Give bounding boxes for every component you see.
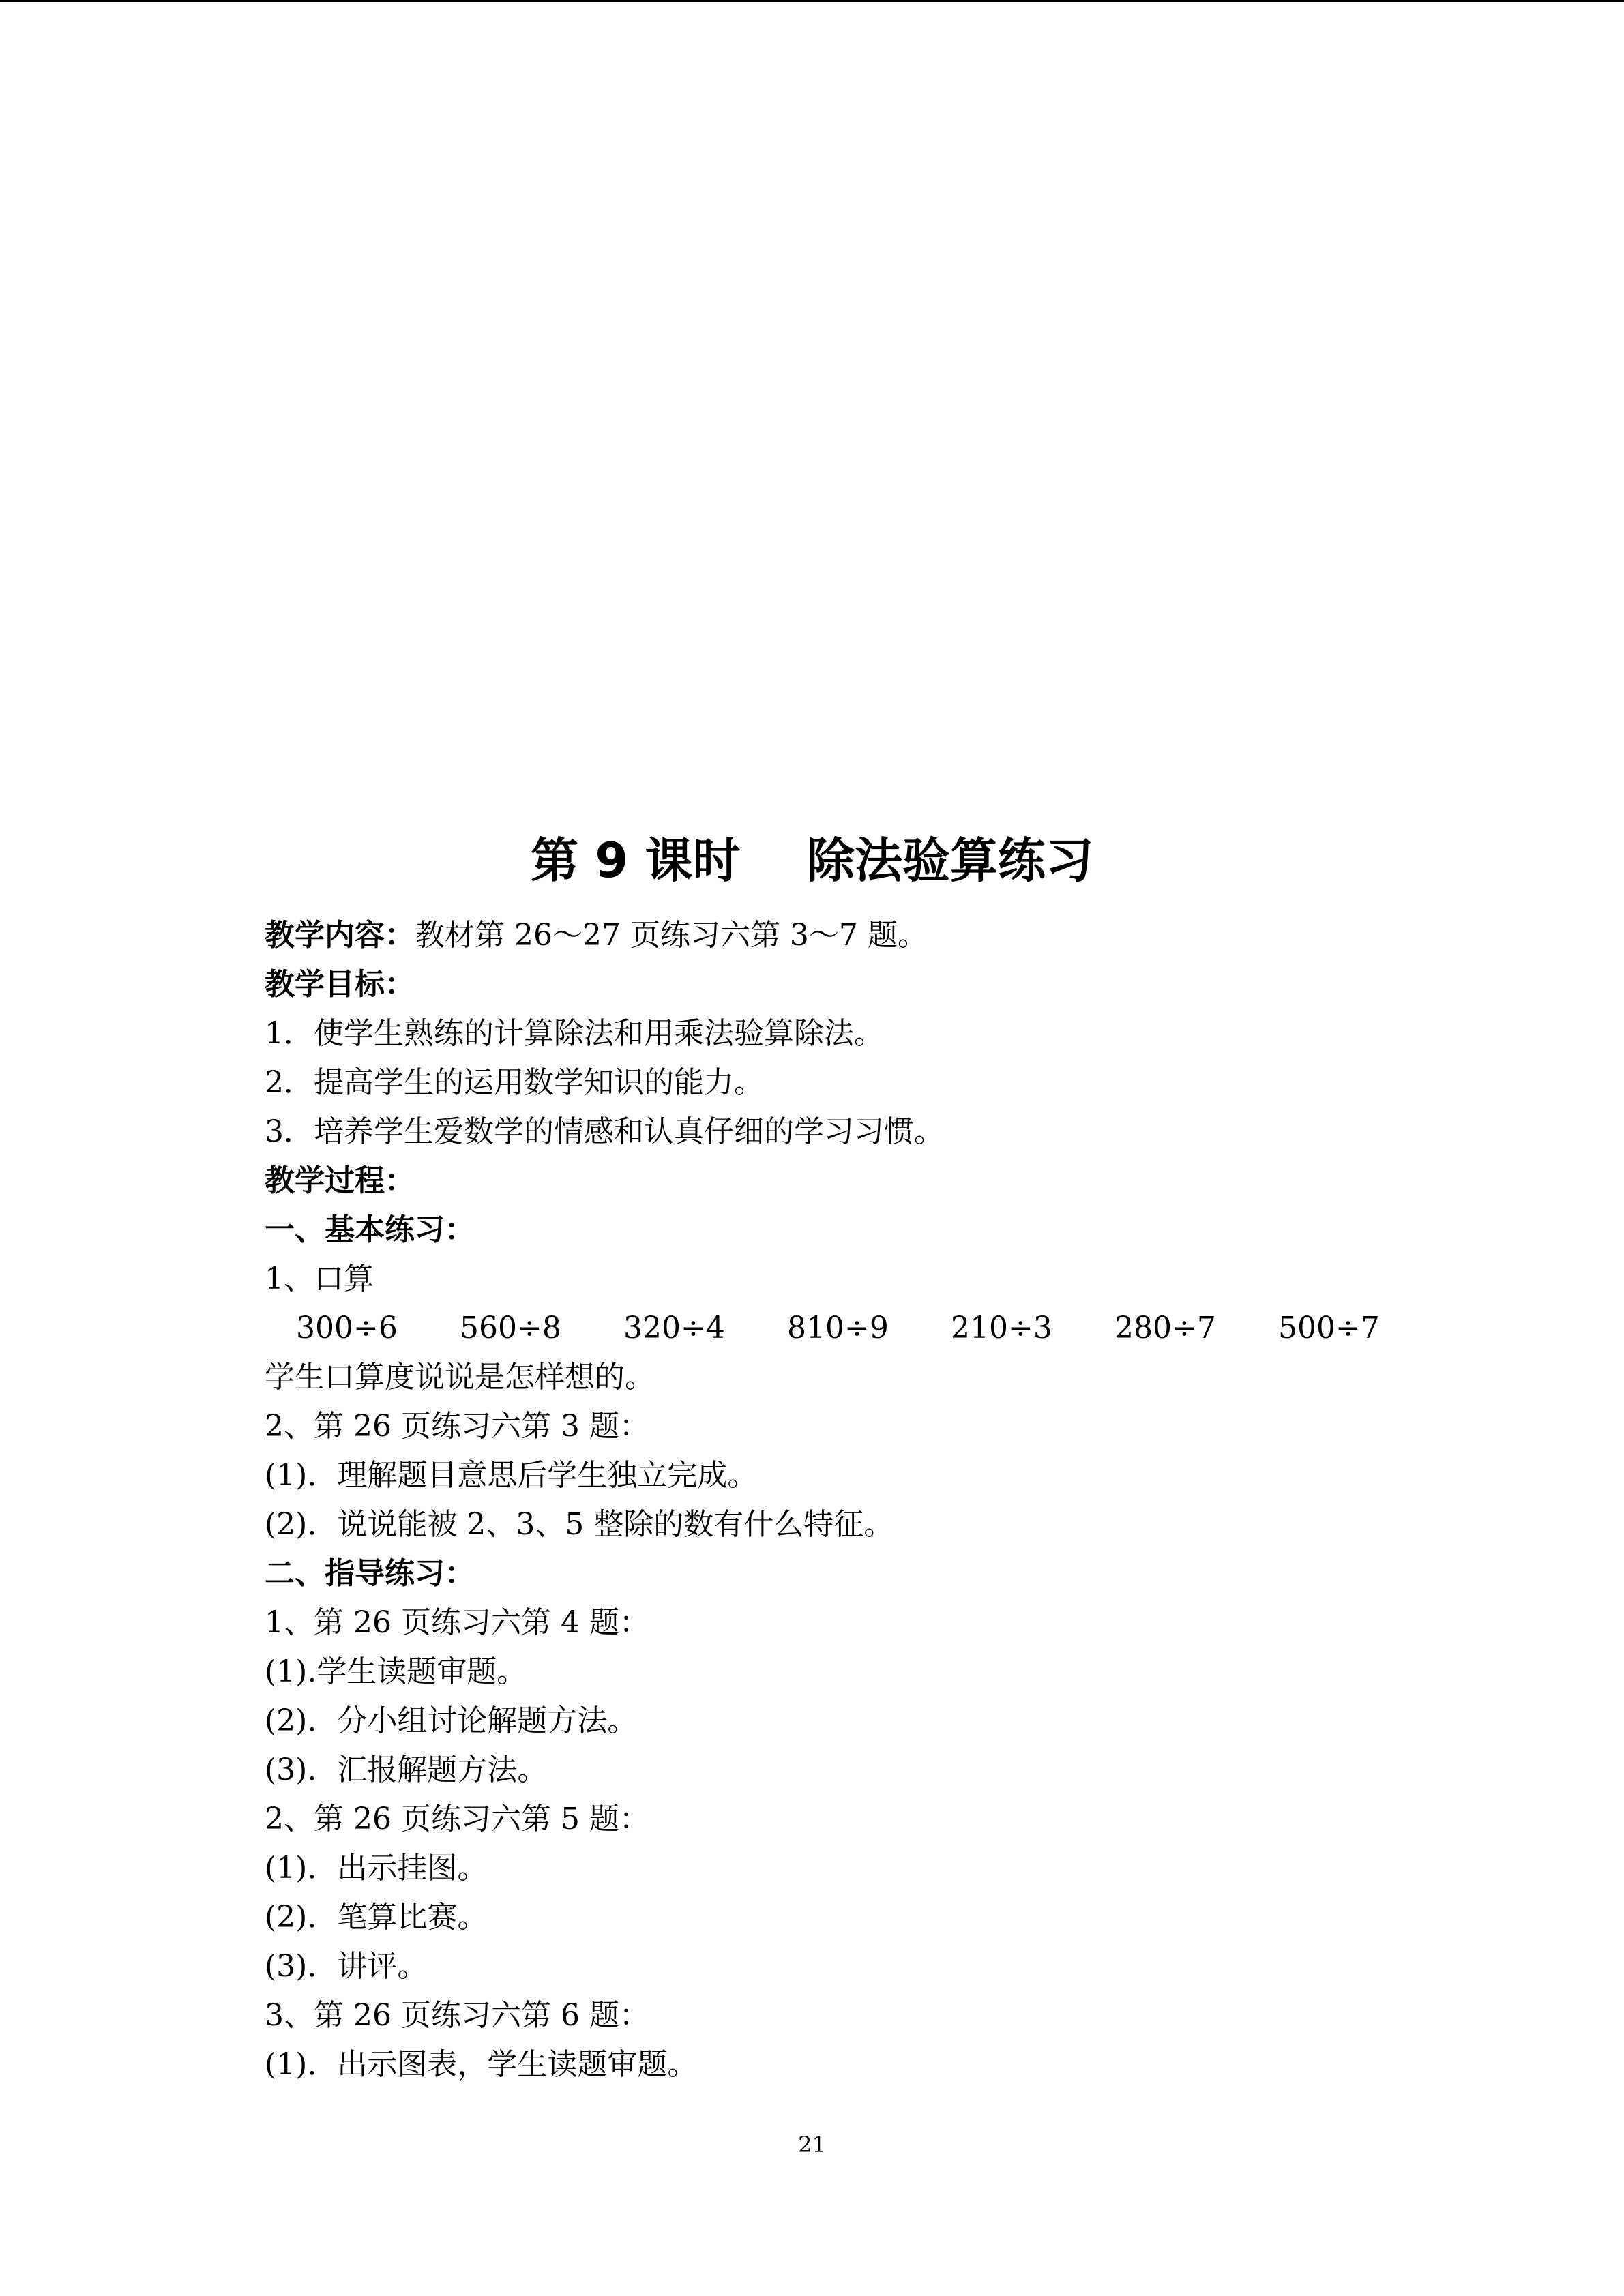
step-item: (1)．出示图表，学生读题审题。 [265, 2047, 698, 2082]
step-item: (1).学生读题审题。 [265, 1654, 527, 1689]
step-item: (3)．汇报解题方法。 [265, 1753, 548, 1787]
calc-item: 560÷8 [460, 1311, 561, 1345]
exercise-3-label: 2、第 26 页练习六第 3 题： [265, 1409, 649, 1444]
lesson-body [265, 911, 1479, 2089]
calc-item: 210÷3 [951, 1311, 1052, 1345]
teaching-goals-heading: 教学目标： [265, 967, 415, 1002]
step-item: (1)．理解题目意思后学生独立完成。 [265, 1458, 758, 1493]
step-item: (2)．笔算比赛。 [265, 1900, 488, 1935]
teaching-content-label: 教学内容： [265, 918, 415, 953]
teaching-content-line [265, 911, 1479, 960]
exercise-4-label: 1、第 26 页练习六第 4 题： [265, 1605, 649, 1640]
exercise-6-label: 3、第 26 页练习六第 6 题： [265, 1998, 649, 2033]
section-basic-practice-heading: 一、基本练习： [265, 1212, 475, 1247]
page-number: 21 [798, 2132, 826, 2158]
step-item: (3)．讲评。 [265, 1949, 428, 1984]
teaching-content-text: 教材第 26～27 页练习六第 3～7 题。 [415, 918, 928, 953]
lesson-title: 第 9 课时 除法验算练习 [531, 833, 1093, 889]
section-guided-practice-heading: 二、指导练习： [265, 1556, 475, 1591]
step-item: (2)．分小组讨论解题方法。 [265, 1703, 638, 1738]
oral-calc-label: 1、口算 [265, 1262, 374, 1296]
oral-calc-note: 学生口算度说说是怎样想的。 [265, 1360, 655, 1395]
goal-item: 3．培养学生爱数学的情感和认真仔细的学习习惯。 [265, 1114, 944, 1149]
goal-item: 1．使学生熟练的计算除法和用乘法验算除法。 [265, 1016, 884, 1051]
teaching-process-heading: 教学过程： [265, 1163, 415, 1198]
step-item: (2)．说说能被 2、3、5 整除的数有什么特征。 [265, 1507, 894, 1542]
step-item: (1)．出示挂图。 [265, 1851, 488, 1885]
goal-item: 2．提高学生的运用数学知识的能力。 [265, 1065, 764, 1100]
calc-item: 810÷9 [787, 1311, 889, 1345]
calc-item: 300÷6 [296, 1311, 398, 1345]
oral-calc-row [265, 1304, 1479, 1353]
calc-item: 320÷4 [623, 1311, 725, 1345]
calc-item: 500÷7 [1278, 1311, 1380, 1345]
exercise-5-label: 2、第 26 页练习六第 5 题： [265, 1802, 649, 1836]
calc-item: 280÷7 [1114, 1311, 1216, 1345]
